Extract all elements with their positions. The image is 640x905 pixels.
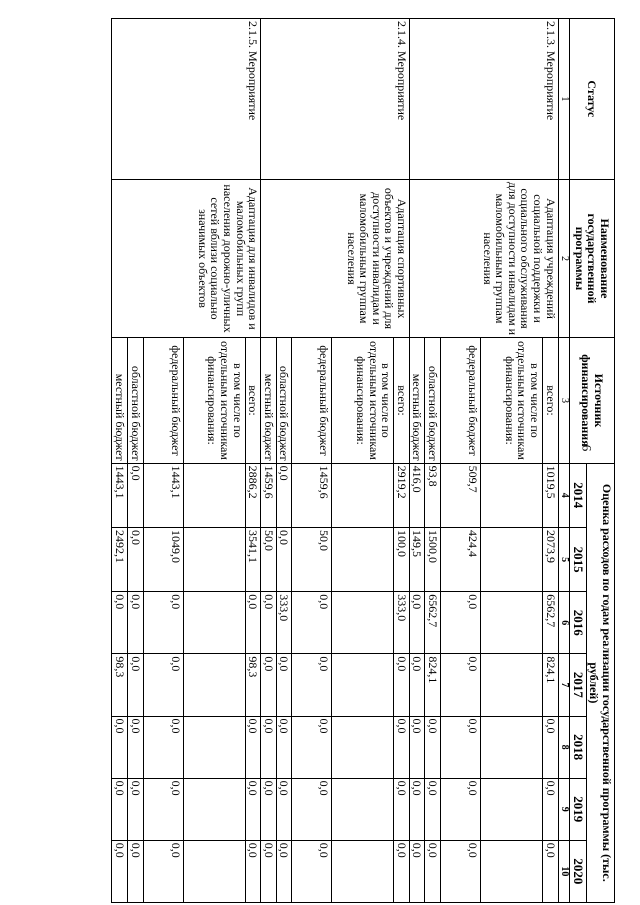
value-cell: 0,0 [127, 716, 143, 778]
source-cell: всего: [245, 338, 261, 463]
header-status: Статус [570, 19, 615, 180]
value-cell: 1019,5 [543, 463, 559, 527]
value-cell: 0,0 [112, 716, 128, 778]
column-number: 7 [558, 654, 570, 716]
value-cell: 0,0 [245, 716, 261, 778]
program-name-cell: Адаптация для инвалидов и маломобильных групп населения дорожно-уличных сетей вблизи социально значимых объектов [112, 179, 261, 338]
value-cell [183, 463, 245, 527]
header-program-name: Наименование государственной программы [570, 179, 615, 338]
page-number: 6 [579, 444, 595, 452]
value-cell: 416,0 [409, 463, 425, 527]
value-cell: 0,0 [425, 716, 441, 778]
value-cell: 0,0 [409, 654, 425, 716]
value-cell: 0,0 [112, 840, 128, 902]
value-cell: 1459,6 [261, 463, 277, 527]
source-cell: всего: [543, 338, 559, 463]
value-cell: 0,0 [245, 840, 261, 902]
value-cell: 0,0 [127, 527, 143, 591]
table-row [394, 19, 410, 903]
value-cell: 0,0 [441, 592, 481, 654]
value-cell: 1459,6 [292, 463, 332, 527]
value-cell: 333,0 [394, 592, 410, 654]
value-cell: 0,0 [261, 592, 277, 654]
value-cell: 509,7 [441, 463, 481, 527]
value-cell: 0,0 [245, 778, 261, 840]
value-cell [332, 840, 394, 902]
column-number: 1 [558, 19, 570, 180]
header-estimate: Оценка расходов по годам реализации государственной программы (тыс. рублей) [586, 463, 614, 902]
value-cell: 149,5 [409, 527, 425, 591]
value-cell: 333,0 [276, 592, 292, 654]
column-number: 9 [558, 778, 570, 840]
value-cell [481, 527, 543, 591]
value-cell: 0,0 [292, 592, 332, 654]
value-cell: 2492,1 [112, 527, 128, 591]
header-year: 2015 [570, 527, 587, 591]
value-cell: 824,1 [543, 654, 559, 716]
value-cell: 0,0 [261, 778, 277, 840]
source-cell: в том числе по отдельным источникам финансирования: [481, 338, 543, 463]
value-cell: 0,0 [127, 463, 143, 527]
value-cell: 6562,7 [425, 592, 441, 654]
column-number: 4 [558, 463, 570, 527]
value-cell: 0,0 [292, 778, 332, 840]
value-cell: 6562,7 [543, 592, 559, 654]
value-cell [183, 592, 245, 654]
value-cell: 0,0 [143, 778, 183, 840]
value-cell: 0,0 [441, 778, 481, 840]
header-year: 2020 [570, 840, 587, 902]
value-cell [481, 716, 543, 778]
value-cell: 0,0 [261, 654, 277, 716]
value-cell: 0,0 [143, 654, 183, 716]
value-cell: 0,0 [276, 840, 292, 902]
value-cell: 0,0 [143, 716, 183, 778]
value-cell: 1049,0 [143, 527, 183, 591]
value-cell: 1443,1 [143, 463, 183, 527]
source-cell: всего: [394, 338, 410, 463]
value-cell: 0,0 [409, 778, 425, 840]
column-number: 8 [558, 716, 570, 778]
rotated-table-container [70, 18, 615, 903]
value-cell: 0,0 [127, 592, 143, 654]
value-cell: 0,0 [143, 592, 183, 654]
value-cell: 0,0 [425, 778, 441, 840]
value-cell: 0,0 [441, 840, 481, 902]
status-cell: 2.1.3. Мероприятие [409, 19, 558, 180]
value-cell [183, 654, 245, 716]
value-cell: 100,0 [394, 527, 410, 591]
value-cell: 0,0 [127, 840, 143, 902]
value-cell: 0,0 [276, 778, 292, 840]
value-cell: 2073,9 [543, 527, 559, 591]
value-cell: 0,0 [409, 840, 425, 902]
value-cell [332, 463, 394, 527]
value-cell: 0,0 [394, 654, 410, 716]
value-cell: 2886,2 [245, 463, 261, 527]
value-cell: 50,0 [292, 527, 332, 591]
value-cell [481, 592, 543, 654]
header-year: 2016 [570, 592, 587, 654]
table-row [245, 19, 261, 903]
source-cell: областной бюджет [127, 338, 143, 463]
value-cell: 424,4 [441, 527, 481, 591]
value-cell: 93,8 [425, 463, 441, 527]
table-body [112, 19, 558, 903]
value-cell: 0,0 [127, 778, 143, 840]
value-cell: 98,3 [245, 654, 261, 716]
column-number: 2 [558, 179, 570, 338]
source-cell: областной бюджет [425, 338, 441, 463]
value-cell: 0,0 [261, 716, 277, 778]
source-cell: в том числе по отдельным источникам финансирования: [183, 338, 245, 463]
header-year: 2019 [570, 778, 587, 840]
value-cell [481, 840, 543, 902]
source-cell: федеральный бюджет [441, 338, 481, 463]
source-cell: местный бюджет [112, 338, 128, 463]
source-cell: местный бюджет [409, 338, 425, 463]
value-cell [481, 463, 543, 527]
value-cell [332, 592, 394, 654]
value-cell [183, 527, 245, 591]
value-cell [183, 840, 245, 902]
value-cell: 0,0 [425, 840, 441, 902]
header-year: 2018 [570, 716, 587, 778]
status-cell: 2.1.5. Мероприятие [112, 19, 261, 180]
value-cell: 50,0 [261, 527, 277, 591]
value-cell: 0,0 [245, 592, 261, 654]
header-source: Источник финансирования [570, 338, 615, 463]
header-year: 2017 [570, 654, 587, 716]
value-cell: 824,1 [425, 654, 441, 716]
value-cell [332, 778, 394, 840]
value-cell: 0,0 [112, 778, 128, 840]
source-cell: местный бюджет [261, 338, 277, 463]
value-cell: 0,0 [292, 654, 332, 716]
value-cell: 0,0 [261, 840, 277, 902]
program-name-cell: Адаптация учреждений социальной поддержки и социального обслуживания для доступности инвалидам и маломобильным группам населения [409, 179, 558, 338]
value-cell: 0,0 [543, 716, 559, 778]
value-cell: 0,0 [409, 592, 425, 654]
budget-table [111, 18, 615, 903]
value-cell: 3541,1 [245, 527, 261, 591]
value-cell: 98,3 [112, 654, 128, 716]
value-cell: 0,0 [441, 654, 481, 716]
status-cell: 2.1.4. Мероприятие [261, 19, 410, 180]
value-cell: 0,0 [127, 654, 143, 716]
value-cell: 0,0 [409, 716, 425, 778]
value-cell: 0,0 [276, 716, 292, 778]
value-cell: 0,0 [394, 840, 410, 902]
table-row [543, 19, 559, 903]
value-cell: 0,0 [276, 463, 292, 527]
value-cell [332, 527, 394, 591]
value-cell: 0,0 [543, 778, 559, 840]
value-cell: 0,0 [394, 778, 410, 840]
value-cell: 1443,1 [112, 463, 128, 527]
source-cell: областной бюджет [276, 338, 292, 463]
value-cell [481, 778, 543, 840]
value-cell [332, 716, 394, 778]
value-cell: 0,0 [441, 716, 481, 778]
value-cell: 1500,0 [425, 527, 441, 591]
value-cell: 0,0 [143, 840, 183, 902]
value-cell: 0,0 [394, 716, 410, 778]
source-cell: федеральный бюджет [143, 338, 183, 463]
column-number: 10 [558, 840, 570, 902]
column-number: 5 [558, 527, 570, 591]
source-cell: в том числе по отдельным источникам финансирования: [332, 338, 394, 463]
value-cell: 0,0 [292, 840, 332, 902]
value-cell [183, 778, 245, 840]
value-cell [481, 654, 543, 716]
source-cell: федеральный бюджет [292, 338, 332, 463]
header-year: 2014 [570, 463, 587, 527]
value-cell [183, 716, 245, 778]
value-cell: 0,0 [112, 592, 128, 654]
column-number: 6 [558, 592, 570, 654]
column-number: 3 [558, 338, 570, 463]
value-cell: 0,0 [292, 716, 332, 778]
value-cell [332, 654, 394, 716]
value-cell: 0,0 [276, 527, 292, 591]
value-cell: 0,0 [543, 840, 559, 902]
value-cell: 2919,2 [394, 463, 410, 527]
value-cell: 0,0 [276, 654, 292, 716]
program-name-cell: Адаптация спортивных объектов и учреждений для доступности инвалидам и маломобильным группам населения [261, 179, 410, 338]
